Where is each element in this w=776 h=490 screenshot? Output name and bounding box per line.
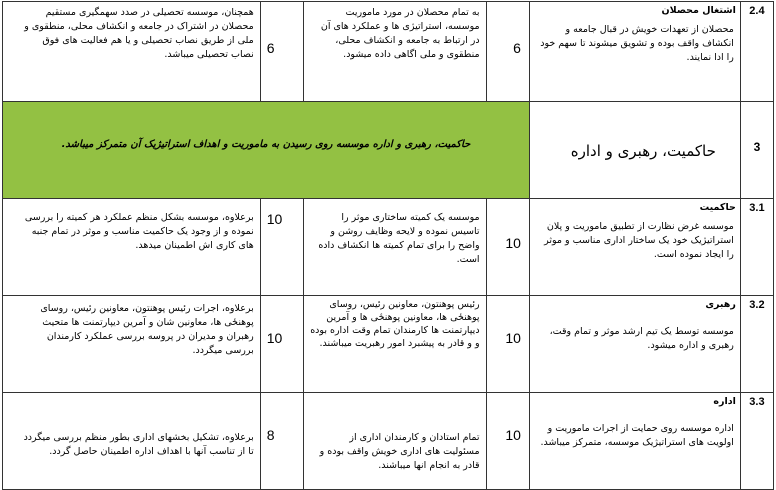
row-index: 3.1	[749, 202, 765, 214]
evidence-cell	[3, 2, 261, 102]
score-value: 10	[266, 330, 283, 346]
section-index: 3	[753, 140, 761, 154]
indicator-text: به تمام محصلان در مورد ماموریت موسسه، استراتیژی ها و عملکرد های آن در ارتباط به جامعه و انکشاف محلی، منطقوی و ملی اگاهی داده میشود.	[320, 7, 480, 60]
score-cell	[486, 393, 529, 490]
score-cell	[486, 296, 529, 393]
index-cell	[740, 296, 773, 393]
evidence-cell	[3, 393, 261, 490]
criterion-cell	[529, 393, 740, 490]
row-index: 3.3	[749, 396, 765, 408]
criterion-cell	[529, 199, 740, 296]
table-row	[3, 393, 774, 490]
score-cell	[260, 296, 303, 393]
section-banner-text: حاکمیت، رهبری و اداره موسسه روی رسیدن به ماموریت و اهداف استراتیژیک آن متمرکز میباشد.	[61, 139, 471, 150]
criterion-title: اداره	[713, 396, 736, 407]
score-cell	[486, 2, 529, 102]
evidence-text: برعلاوه، اجرات رئیس پوهنتون، معاونین رئیس، روسای پوهنځی ها، معاونین شان و آمرین دیپارتمنت ها متحیث رهبران و مدیران در پروسه بررسی عملکرد کارمندان بررسی میگردد.	[40, 303, 254, 356]
indicator-text: رئیس پوهنتون، معاونین رئیس، روسای پوهنځی ها، معاونین پوهنځی ها و آمرین دیپارتمنت ها کارمندان تمام وقت اداره بوده و و قادر به پیشبرد امور رهبریت میباشند.	[310, 299, 480, 349]
indicator-cell	[304, 199, 486, 296]
indicator-text: موسسه یک کمیته ساختاری موثر را تاسیس نموده و لایحه وظایف روشن و واضح را برای تمام کمیته ها انکشاف داده است.	[318, 212, 480, 265]
table-row	[3, 199, 774, 296]
indicator-cell	[304, 393, 486, 490]
criterion-description: محصلان از تعهدات خویش در قبال جامعه و انکشاف واقف بوده و تشویق میشوند تا سهم خود را ادا نمایند.	[540, 24, 734, 63]
evidence-cell	[3, 296, 261, 393]
table-row	[3, 296, 774, 393]
criterion-description: اداره موسسه روی حمایت از اجرات ماموریت و اولویت های استراتیژیک موسسه، متمرکز میباشد.	[540, 423, 734, 448]
score-cell	[260, 199, 303, 296]
section-row	[3, 102, 774, 199]
evidence-text: برعلاوه، تشکیل بخشهای اداری بطور منظم بررسی میگردد تا از تناسب آنها با اهداف اداره اطمینان حاصل گردد.	[23, 432, 254, 457]
evaluation-table	[2, 1, 774, 490]
criterion-cell	[529, 296, 740, 393]
criterion-description: موسسه غرض نظارت از تطبیق ماموریت و پلان استراتیژیک خود یک ساختار اداری مناسب و موثر را ایجاد نموده است.	[544, 221, 734, 260]
criterion-title: اشتغال محصلان	[661, 5, 736, 16]
indicator-cell	[304, 2, 486, 102]
score-cell	[260, 2, 303, 102]
index-cell	[740, 2, 773, 102]
indicator-cell	[304, 296, 486, 393]
score-value: 10	[505, 235, 521, 251]
score-value: 8	[266, 427, 275, 443]
score-value: 6	[266, 40, 275, 56]
row-index: 2.4	[749, 5, 765, 17]
index-cell	[740, 102, 773, 199]
section-banner-cell	[3, 102, 530, 199]
score-cell	[486, 199, 529, 296]
section-title-cell	[529, 102, 740, 199]
row-index: 3.2	[749, 299, 765, 311]
section-title: حاکمیت، رهبری و اداره	[570, 142, 716, 160]
criterion-cell	[529, 2, 740, 102]
criterion-title: رهبری	[705, 299, 736, 310]
score-cell	[260, 393, 303, 490]
score-value: 10	[266, 211, 283, 227]
evidence-cell	[3, 199, 261, 296]
indicator-text: تمام استادان و کارمندان اداری از مسئولیت های اداری خویش واقف بوده و قادر به انجام انها میباشند.	[319, 432, 480, 471]
score-value: 10	[505, 427, 521, 443]
score-value: 10	[505, 330, 521, 346]
evidence-text: برعلاوه، موسسه بشکل منظم عملکرد هر کمیته را بررسی نموده و از وجود یک حاکمیت مناسب و موثر در تمام جنبه های کاری اش اطمینان میدهد.	[24, 212, 254, 251]
criterion-description: موسسه توسط یک تیم ارشد موثر و تمام وقت، رهبری و اداره میشود.	[549, 326, 734, 351]
index-cell	[740, 199, 773, 296]
score-value: 6	[513, 40, 521, 56]
criterion-title: حاکمیت	[699, 202, 736, 213]
evidence-text: همچنان، موسسه تحصیلی در صدد سهمگیری مستقیم محصلان در اشتراک در جامعه و انکشاف محلی، منطقوی و ملی از طریق نصاب تحصیلی و یا هم فعالیت های فوق نصاب تحصیلی میباشد.	[24, 7, 254, 60]
table-row	[3, 2, 774, 102]
index-cell	[740, 393, 773, 490]
